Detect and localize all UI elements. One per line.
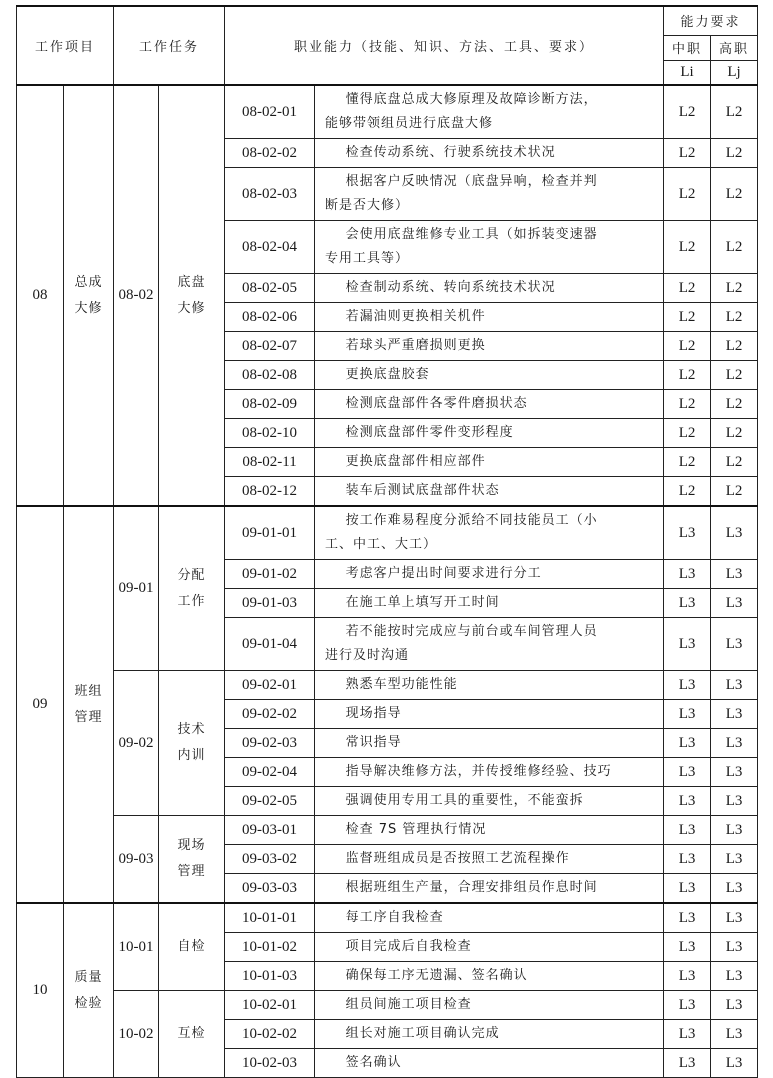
high-level-cell: L3	[711, 560, 758, 589]
mid-level-cell: L3	[664, 1049, 711, 1078]
task-id-cell: 08-02	[114, 85, 159, 506]
ability-id-cell: 09-02-01	[225, 671, 315, 700]
ability-desc-cell: 若不能按时完成应与前台或车间管理人员 进行及时沟通	[315, 618, 664, 671]
ability-desc-cell: 懂得底盘总成大修原理及故障诊断方法， 能够带领组员进行底盘大修	[315, 85, 664, 139]
high-level-cell: L2	[711, 139, 758, 168]
header-ability: 职业能力（技能、知识、方法、工具、要求）	[225, 6, 664, 85]
ability-id-cell: 10-01-03	[225, 962, 315, 991]
high-level-cell: L3	[711, 618, 758, 671]
ability-desc-cell: 强调使用专用工具的重要性，不能蛮拆	[315, 787, 664, 816]
ability-desc-cell: 现场指导	[315, 700, 664, 729]
high-level-cell: L3	[711, 758, 758, 787]
high-level-cell: L3	[711, 874, 758, 904]
ability-id-cell: 08-02-09	[225, 390, 315, 419]
high-level-cell: L3	[711, 962, 758, 991]
task-id-cell: 10-02	[114, 991, 159, 1078]
mid-level-cell: L2	[664, 85, 711, 139]
header-high-level: Lj	[711, 60, 758, 85]
ability-id-cell: 08-02-06	[225, 303, 315, 332]
mid-level-cell: L3	[664, 787, 711, 816]
ability-id-cell: 08-02-10	[225, 419, 315, 448]
task-id-cell: 09-02	[114, 671, 159, 816]
task-id-cell: 09-03	[114, 816, 159, 904]
mid-level-cell: L2	[664, 332, 711, 361]
ability-id-cell: 09-01-03	[225, 589, 315, 618]
table-row	[17, 816, 758, 845]
ability-desc-cell: 检测底盘部件各零件磨损状态	[315, 390, 664, 419]
ability-desc-cell: 确保每工序无遗漏、签名确认	[315, 962, 664, 991]
mid-level-cell: L3	[664, 1020, 711, 1049]
ability-desc-cell: 签名确认	[315, 1049, 664, 1078]
high-level-cell: L2	[711, 332, 758, 361]
ability-id-cell: 08-02-02	[225, 139, 315, 168]
mid-level-cell: L2	[664, 139, 711, 168]
task-name-cell: 底盘 大修	[159, 85, 225, 506]
ability-desc-cell: 检查制动系统、转向系统技术状况	[315, 274, 664, 303]
high-level-cell: L3	[711, 933, 758, 962]
high-level-cell: L3	[711, 845, 758, 874]
high-level-cell: L3	[711, 903, 758, 933]
header-mid: 中职	[664, 35, 711, 60]
ability-id-cell: 09-01-04	[225, 618, 315, 671]
ability-id-cell: 08-02-11	[225, 448, 315, 477]
high-level-cell: L3	[711, 1020, 758, 1049]
task-id-cell: 09-01	[114, 506, 159, 671]
task-name-cell: 现场 管理	[159, 816, 225, 904]
high-level-cell: L3	[711, 589, 758, 618]
table-row	[17, 506, 758, 560]
project-name-cell: 质量 检验	[64, 903, 114, 1078]
mid-level-cell: L3	[664, 874, 711, 904]
ability-desc-cell: 项目完成后自我检查	[315, 933, 664, 962]
ability-desc-cell: 若球头严重磨损则更换	[315, 332, 664, 361]
ability-desc-cell: 根据班组生产量，合理安排组员作息时间	[315, 874, 664, 904]
ability-id-cell: 09-03-01	[225, 816, 315, 845]
header-high: 高职	[711, 35, 758, 60]
mid-level-cell: L2	[664, 168, 711, 221]
ability-desc-cell: 常识指导	[315, 729, 664, 758]
task-name-cell: 互检	[159, 991, 225, 1078]
high-level-cell: L3	[711, 787, 758, 816]
mid-level-cell: L3	[664, 903, 711, 933]
ability-id-cell: 10-01-02	[225, 933, 315, 962]
high-level-cell: L2	[711, 419, 758, 448]
ability-desc-cell: 监督班组成员是否按照工艺流程操作	[315, 845, 664, 874]
task-id-cell: 10-01	[114, 903, 159, 991]
ability-id-cell: 09-02-04	[225, 758, 315, 787]
mid-level-cell: L3	[664, 962, 711, 991]
ability-id-cell: 09-02-02	[225, 700, 315, 729]
high-level-cell: L3	[711, 816, 758, 845]
mid-level-cell: L3	[664, 700, 711, 729]
ability-id-cell: 09-01-01	[225, 506, 315, 560]
mid-level-cell: L3	[664, 816, 711, 845]
high-level-cell: L3	[711, 991, 758, 1020]
ability-id-cell: 08-02-04	[225, 221, 315, 274]
project-id-cell: 09	[17, 506, 64, 903]
project-name-cell: 总成 大修	[64, 85, 114, 506]
ability-id-cell: 10-02-01	[225, 991, 315, 1020]
mid-level-cell: L3	[664, 991, 711, 1020]
high-level-cell: L2	[711, 361, 758, 390]
mid-level-cell: L3	[664, 506, 711, 560]
table-row	[17, 85, 758, 139]
mid-level-cell: L3	[664, 729, 711, 758]
mid-level-cell: L2	[664, 419, 711, 448]
task-name-cell: 分配 工作	[159, 506, 225, 671]
ability-id-cell: 08-02-03	[225, 168, 315, 221]
mid-level-cell: L3	[664, 671, 711, 700]
ability-desc-cell: 更换底盘部件相应部件	[315, 448, 664, 477]
mid-level-cell: L3	[664, 560, 711, 589]
ability-id-cell: 09-01-02	[225, 560, 315, 589]
ability-desc-cell: 每工序自我检查	[315, 903, 664, 933]
high-level-cell: L2	[711, 274, 758, 303]
ability-desc-cell: 考虑客户提出时间要求进行分工	[315, 560, 664, 589]
ability-id-cell: 09-03-02	[225, 845, 315, 874]
high-level-cell: L3	[711, 671, 758, 700]
ability-desc-cell: 检查 7S 管理执行情况	[315, 816, 664, 845]
project-name-cell: 班组 管理	[64, 506, 114, 903]
high-level-cell: L2	[711, 448, 758, 477]
ability-desc-cell: 熟悉车型功能性能	[315, 671, 664, 700]
header-project: 工作项目	[17, 6, 114, 85]
ability-desc-cell: 更换底盘胶套	[315, 361, 664, 390]
mid-level-cell: L2	[664, 448, 711, 477]
mid-level-cell: L3	[664, 758, 711, 787]
high-level-cell: L2	[711, 477, 758, 507]
ability-id-cell: 08-02-01	[225, 85, 315, 139]
high-level-cell: L2	[711, 390, 758, 419]
mid-level-cell: L2	[664, 477, 711, 507]
ability-desc-cell: 装车后测试底盘部件状态	[315, 477, 664, 507]
task-name-cell: 技术 内训	[159, 671, 225, 816]
project-id-cell: 10	[17, 903, 64, 1078]
ability-id-cell: 08-02-08	[225, 361, 315, 390]
mid-level-cell: L3	[664, 933, 711, 962]
ability-id-cell: 10-02-03	[225, 1049, 315, 1078]
ability-desc-cell: 组长对施工项目确认完成	[315, 1020, 664, 1049]
table-row	[17, 903, 758, 933]
mid-level-cell: L3	[664, 845, 711, 874]
ability-desc-cell: 指导解决维修方法，并传授维修经验、技巧	[315, 758, 664, 787]
ability-id-cell: 09-02-05	[225, 787, 315, 816]
ability-desc-cell: 在施工单上填写开工时间	[315, 589, 664, 618]
competency-table	[16, 5, 758, 1078]
ability-id-cell: 09-02-03	[225, 729, 315, 758]
high-level-cell: L2	[711, 221, 758, 274]
ability-id-cell: 10-02-02	[225, 1020, 315, 1049]
high-level-cell: L2	[711, 303, 758, 332]
high-level-cell: L2	[711, 168, 758, 221]
high-level-cell: L3	[711, 506, 758, 560]
high-level-cell: L3	[711, 729, 758, 758]
ability-desc-cell: 按工作难易程度分派给不同技能员工（小 工、中工、大工）	[315, 506, 664, 560]
mid-level-cell: L3	[664, 589, 711, 618]
mid-level-cell: L2	[664, 390, 711, 419]
high-level-cell: L3	[711, 1049, 758, 1078]
mid-level-cell: L2	[664, 274, 711, 303]
ability-id-cell: 08-02-05	[225, 274, 315, 303]
table-row	[17, 671, 758, 700]
header-task: 工作任务	[114, 6, 225, 85]
mid-level-cell: L2	[664, 303, 711, 332]
mid-level-cell: L3	[664, 618, 711, 671]
high-level-cell: L3	[711, 700, 758, 729]
project-id-cell: 08	[17, 85, 64, 506]
ability-id-cell: 08-02-07	[225, 332, 315, 361]
header-mid-level: Li	[664, 60, 711, 85]
table-body	[17, 85, 758, 1078]
ability-desc-cell: 根据客户反映情况（底盘异响，检查并判 断是否大修）	[315, 168, 664, 221]
ability-desc-cell: 检查传动系统、行驶系统技术状况	[315, 139, 664, 168]
mid-level-cell: L2	[664, 361, 711, 390]
task-name-cell: 自检	[159, 903, 225, 991]
high-level-cell: L2	[711, 85, 758, 139]
ability-id-cell: 09-03-03	[225, 874, 315, 904]
ability-desc-cell: 组员间施工项目检查	[315, 991, 664, 1020]
ability-id-cell: 10-01-01	[225, 903, 315, 933]
ability-desc-cell: 会使用底盘维修专业工具（如拆装变速器 专用工具等）	[315, 221, 664, 274]
header-requirement: 能力要求	[664, 6, 758, 35]
ability-desc-cell: 检测底盘部件零件变形程度	[315, 419, 664, 448]
ability-id-cell: 08-02-12	[225, 477, 315, 507]
table-row	[17, 991, 758, 1020]
ability-desc-cell: 若漏油则更换相关机件	[315, 303, 664, 332]
mid-level-cell: L2	[664, 221, 711, 274]
